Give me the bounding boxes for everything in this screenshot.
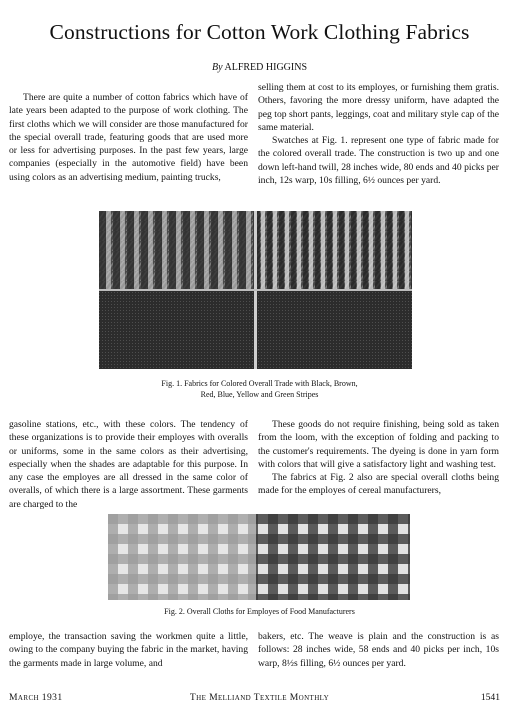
paragraph: The fabrics at Fig. 2 also are special overall cloths being made for the employes of cereal manufacturers, — [258, 472, 499, 497]
paragraph: These goods do not require finishing, being sold as taken from the loom, with the exception of folding and packing to the customer's requirements. The dyeing is done in yarn form with colors that will give a satisfactory light and washing test. — [258, 419, 499, 470]
column-right-3 — [258, 630, 499, 670]
author-name: ALFRED HIGGINS — [224, 62, 307, 73]
figure-2-swatches — [108, 514, 410, 600]
paragraph: Swatches at Fig. 1. represent one type of fabric made for the colored overall trade. The construction is two up and one down left-hand twill, 28 inches wide, 80 ends and 40 picks per inch, 12s warp, 10s filling, 6½ ounces per yard. — [258, 135, 499, 187]
paragraph: bakers, etc. The weave is plain and the construction is as follows: 28 inches wide, 58 ends and 40 picks per inch, 10s warp, 8½s filling, 6½ ounces per yard. — [258, 631, 499, 669]
footer-journal: The Melliand Textile Monthly — [189, 692, 330, 703]
column-left-1 — [9, 91, 248, 184]
figure-1-caption — [0, 378, 519, 400]
figure-2-caption: Fig. 2. Overall Cloths for Employes of Food Manufacturers — [164, 607, 355, 616]
fabric-check-image — [108, 514, 410, 600]
fabric-swatch-image — [99, 211, 412, 369]
column-right-2 — [258, 418, 499, 498]
paragraph: selling them at cost to its employes, or furnishing them gratis. Others, favoring the more dressy uniform, have adapted the peg top short pants, leggings, coat and military style cap of the same material. — [258, 82, 499, 133]
column-left-2 — [9, 418, 248, 511]
caption-line: Red, Blue, Yellow and Green Stripes — [200, 390, 319, 399]
byline — [0, 62, 519, 73]
byline-prefix: By — [212, 62, 223, 73]
article-title: Constructions for Cotton Work Clothing Fabrics — [49, 20, 470, 44]
figure-1-swatches — [99, 211, 412, 369]
paragraph: There are quite a number of cotton fabrics which have of late years been adapted to the purpose of work clothing. The first cloths which we will consider are those manufactured for the special overall trade, featuring goods that are used more or less for advertising purposes. In the past few years, large companies (especially in the automotive field) have been using colors as an advertising medium, painting trucks, — [9, 92, 248, 183]
column-left-3 — [9, 630, 248, 670]
page-number: 1541 — [480, 692, 500, 703]
caption-line: Fig. 1. Fabrics for Colored Overall Trade with Black, Brown, — [161, 379, 358, 388]
paragraph: gasoline stations, etc., with these colors. The tendency of these organizations is to provide their employes with overalls or uniforms, some in the same colors as their advertising, especially when the shades are adaptable for this purpose. In any case the employes are all dressed in the same color of overalls, of which there is a large assortment. These garments are charged to the — [9, 419, 248, 510]
paragraph: employe, the transaction saving the workmen quite a little, owing to the company buying the fabric in the market, having the garments made in large volume, and — [9, 631, 248, 669]
footer-date: March 1931 — [9, 692, 63, 703]
column-right-1 — [258, 81, 499, 187]
